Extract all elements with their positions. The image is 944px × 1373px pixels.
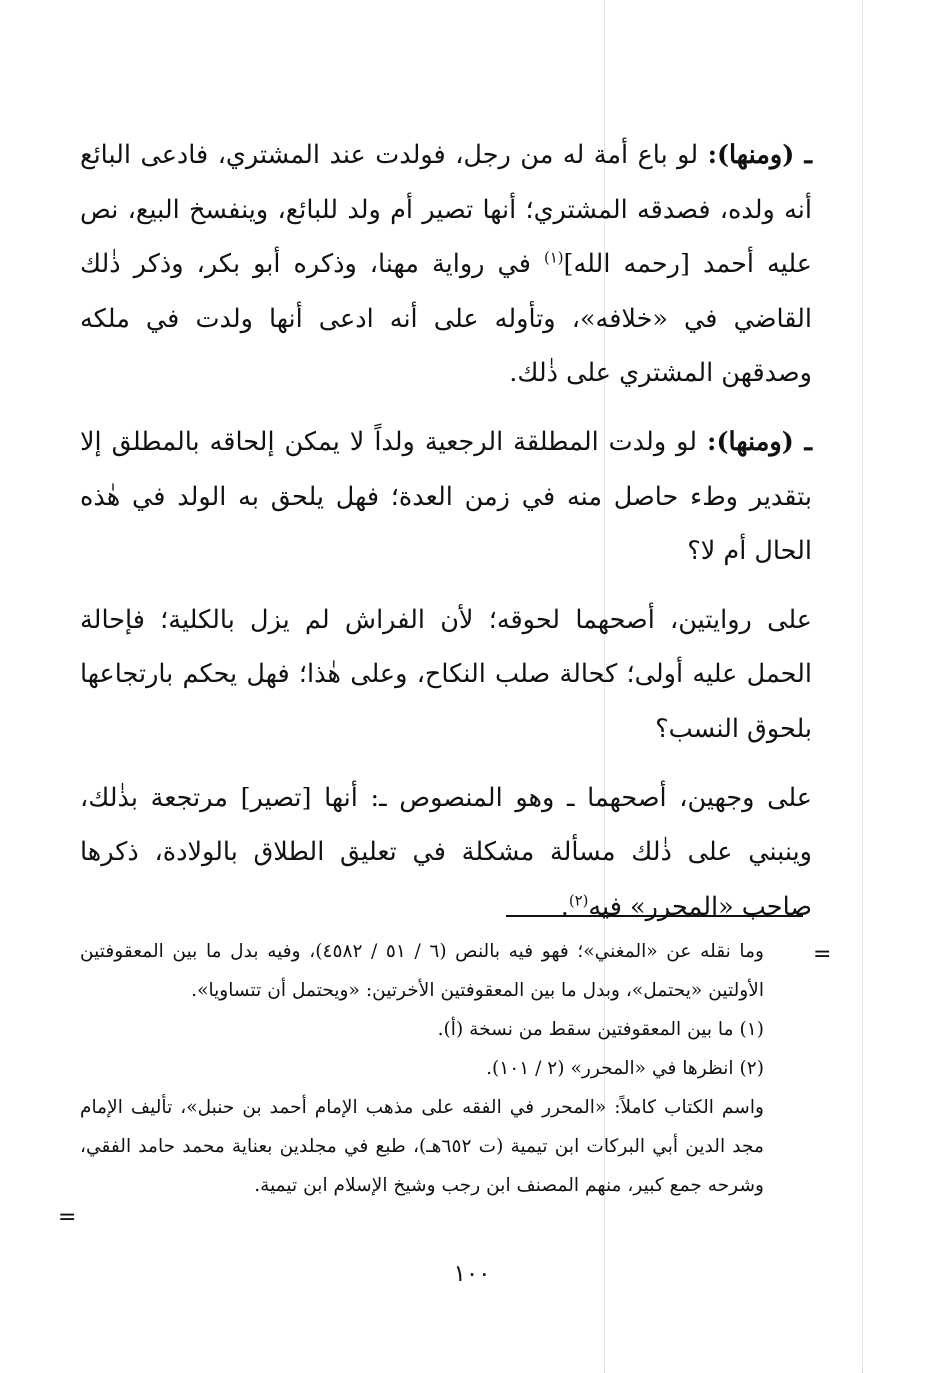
paragraph-lead: ـ (ومنها): xyxy=(707,140,813,170)
paragraph xyxy=(80,415,812,579)
paragraph-text-tail: . xyxy=(560,891,569,922)
page-number: ١٠٠ xyxy=(453,1261,491,1287)
footnote-reference[interactable]: (١) xyxy=(543,249,564,267)
footnote-2-detail: واسم الكتاب كاملاً: «المحرر في الفقه على مذهب الإمام أحمد بن حنبل»، تأليف الإمام مجد الدين أبي البركات ابن تيمية (ت ٦٥٢هـ)، طبع في مجلدين بعناية محمد حامد الفقي، وشرحه جمع كبير، منهم المصنف ابن رجب وشيخ الإسلام ابن تيمية. xyxy=(80,1097,764,1196)
paragraph-text: على وجهين، أصحهما ـ وهو المنصوص ـ: أنها [تصير] مرتجعة بذٰلك، وينبني على ذٰلك مسألة مشكلة في تعليق الطلاق بالولادة، ذكرها صاحب «المحرر» فيه xyxy=(80,782,812,922)
paragraph-text: لو ولدت المطلقة الرجعية ولداً لا يمكن إلحاقه بالمطلق إلا بتقدير وطء حاصل منه في زمن العدة؛ فهل يلحق به الولد في هٰذه الحال أم لا؟ xyxy=(80,426,812,567)
footnote-2: (٢) انظرها في «المحرر» (٢ / ١٠١). xyxy=(486,1058,764,1079)
footnote-reference[interactable]: (٢) xyxy=(568,892,589,910)
paragraph xyxy=(80,771,812,935)
paragraph-text: لو باع أمة له من رجل، فولدت عند المشتري، فادعى البائع أنه ولده، فصدقه المشتري؛ أنها تصير أم ولد للبائع، وينفسخ البيع، نص عليه أحمد [رحمه الله] xyxy=(80,140,812,280)
paragraph xyxy=(80,593,812,757)
paragraph-text-tail: في رواية مهنا، وذكره أبو بكر، وذكر ذٰلك القاضي في «خلافه»، وتأوله على أنه ادعى أنها ولدت في ملكه وصدقهن المشتري على ذٰلك. xyxy=(80,249,812,389)
footnote-continued: وما نقله عن «المغني»؛ فهو فيه بالنص (٦ / ٥١ / ٤٥٨٢)، وفيه بدل ما بين المعقوفتين الأولتين «يحتمل»، وبدل ما بين المعقوفتين الأخرتين: «ويحتمل أن تتساويا». xyxy=(80,941,765,1001)
footnotes xyxy=(80,932,806,1205)
continuation-mark-top: = xyxy=(813,942,832,967)
paragraph-lead: ـ (ومنها): xyxy=(707,426,812,457)
footnote-1: (١) ما بين المعقوفتين سقط من نسخة (أ). xyxy=(437,1019,764,1040)
scan-artifact-line xyxy=(862,0,863,1373)
paragraph-text: على روايتين، أصحهما لحوقه؛ لأن الفراش لم يزل بالكلية؛ فإحالة الحمل عليه أولى؛ كحالة صلب النكاح، وعلى هٰذا؛ فهل يحكم بارتجاعها بلحوق النسب؟ xyxy=(80,604,812,744)
continuation-mark-bottom: = xyxy=(58,1205,77,1230)
paragraph xyxy=(80,128,812,401)
main-text xyxy=(80,128,812,934)
footnote-separator xyxy=(506,915,803,917)
